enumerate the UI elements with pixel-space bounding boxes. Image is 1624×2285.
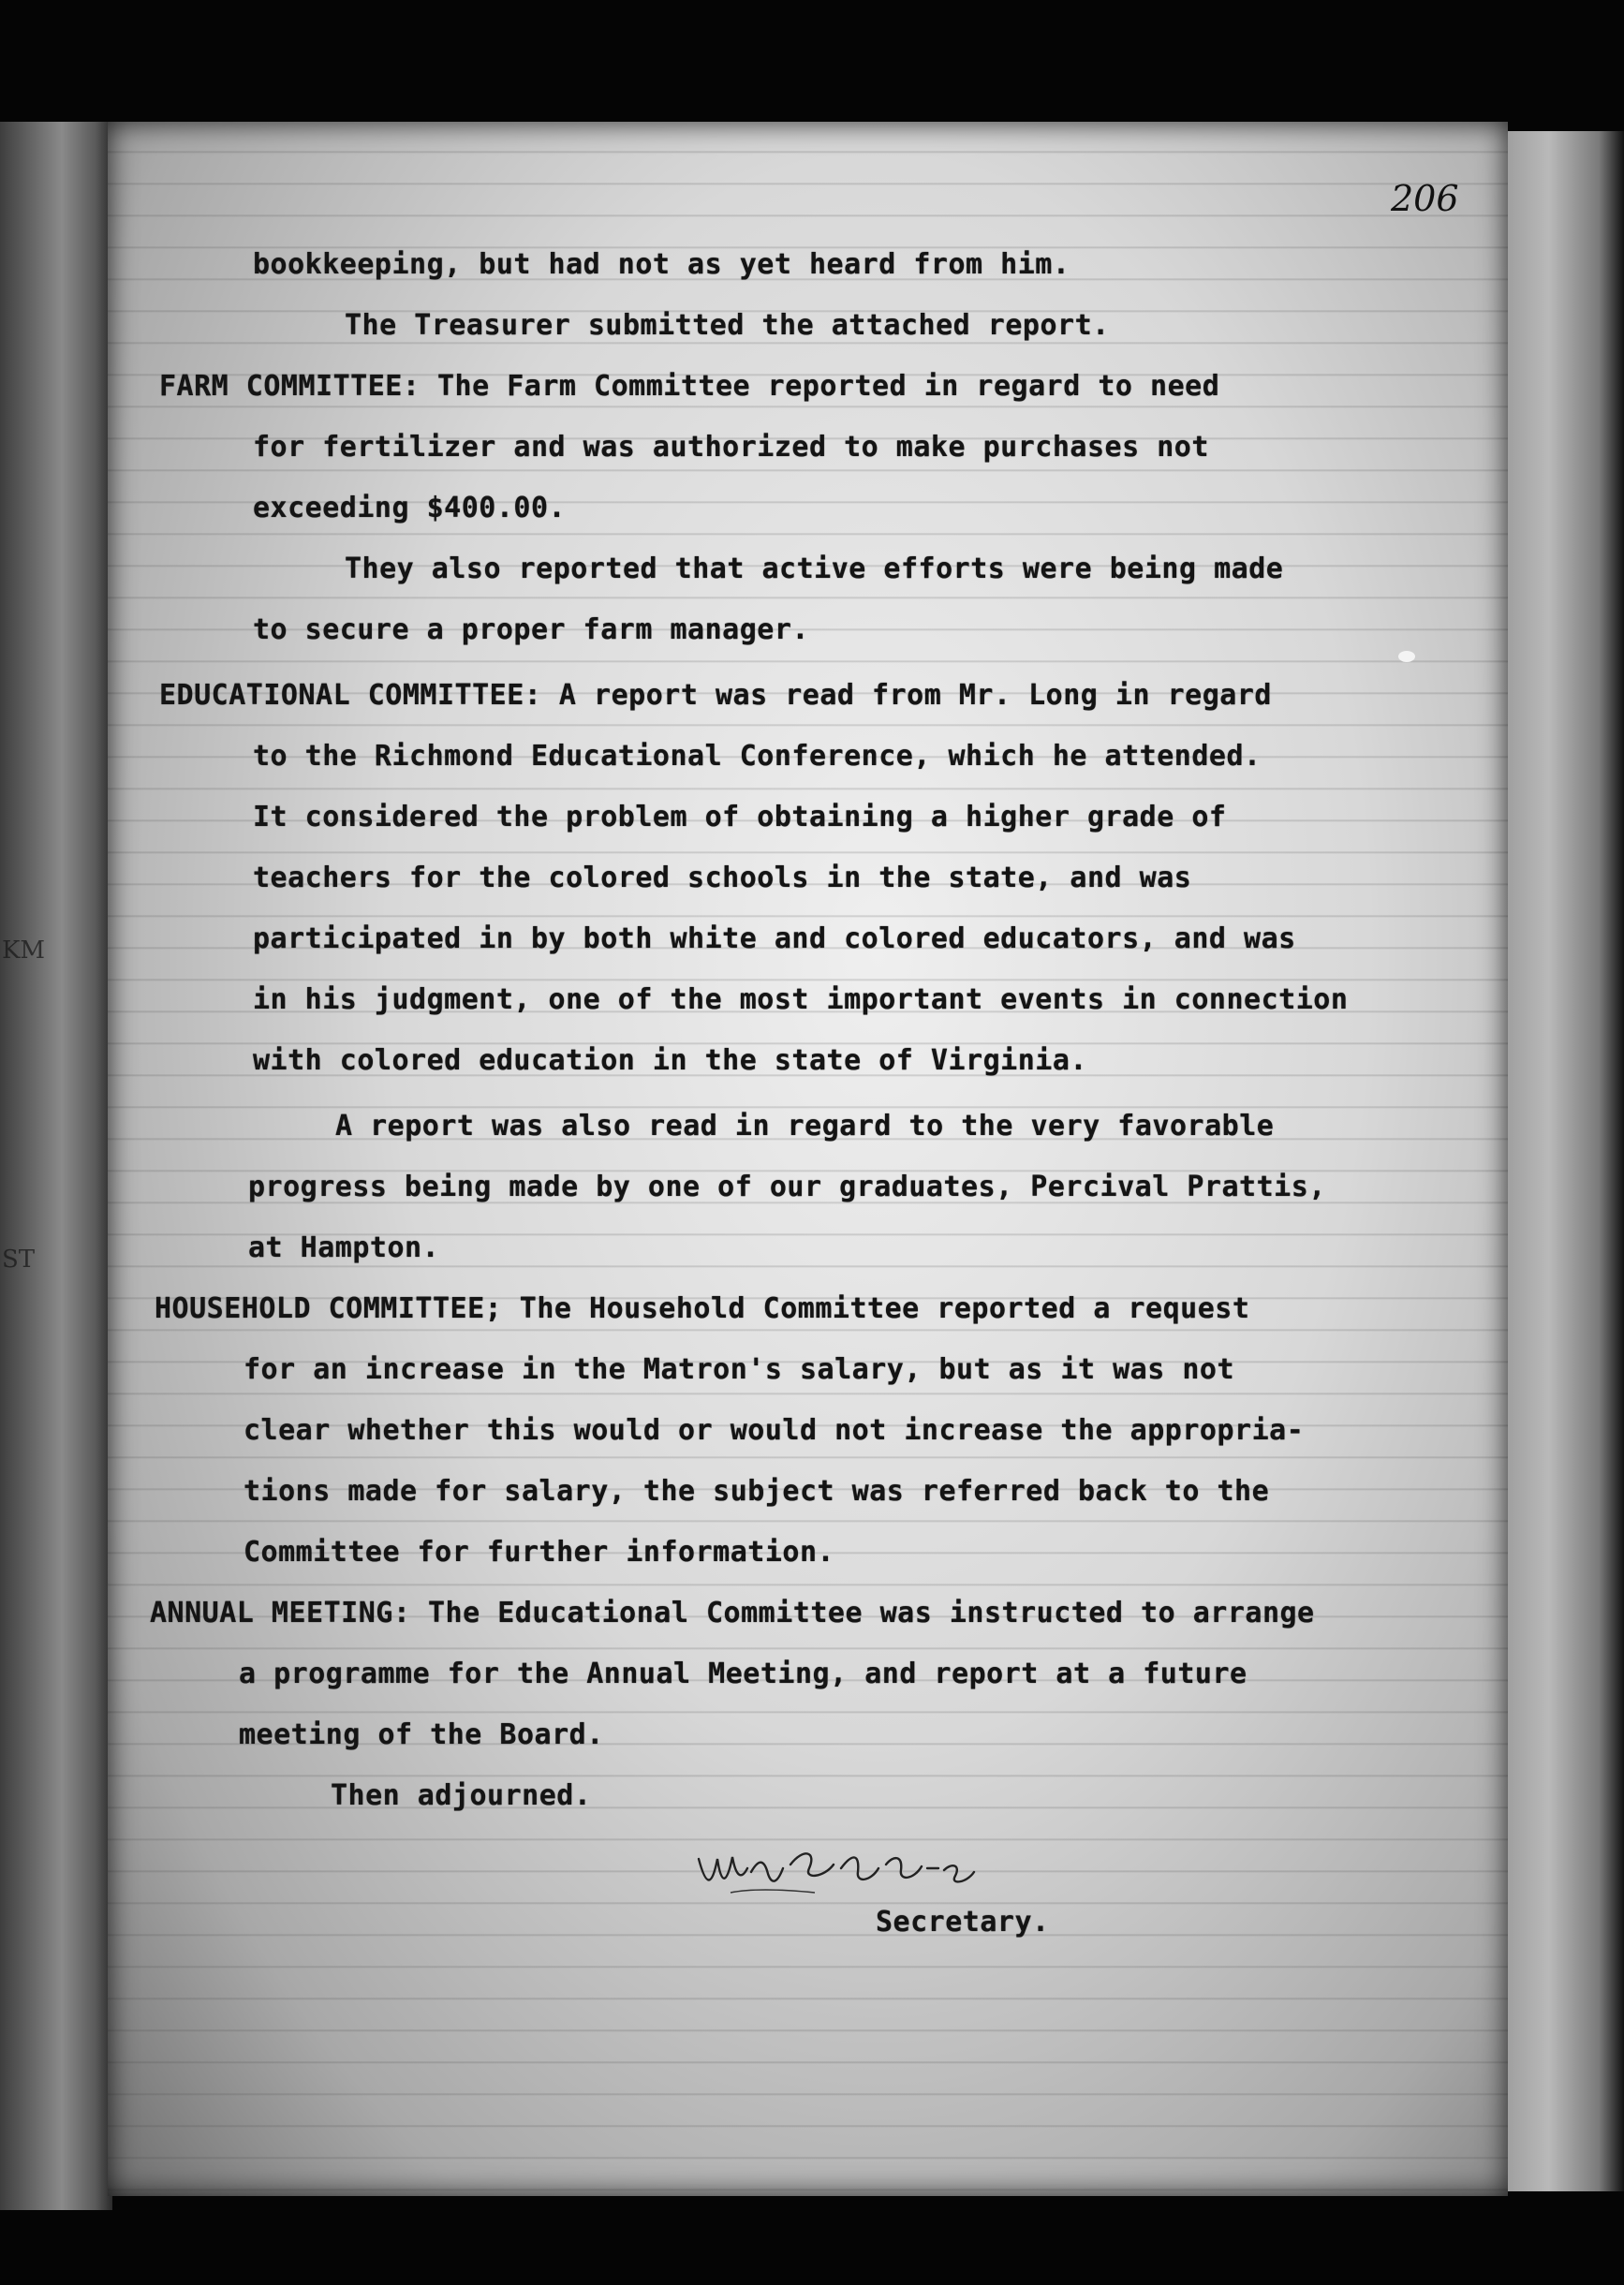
text-line: teachers for the colored schools in the state, and was (253, 862, 1192, 894)
section-heading-farm: FARM COMMITTEE: The Farm Committee reported in regard to need (159, 370, 1220, 403)
text-line: progress being made by one of our graduates, Percival Prattis, (248, 1171, 1326, 1203)
text-line: tions made for salary, the subject was referred back to the (244, 1475, 1270, 1508)
text-line: for fertilizer and was authorized to make purchases not (253, 431, 1209, 464)
paper-blemish (1398, 651, 1415, 662)
text-line: participated in by both white and colored educators, and was (253, 922, 1296, 955)
section-heading-annual: ANNUAL MEETING: The Educational Committee was instructed to arrange (150, 1597, 1315, 1629)
text-line: They also reported that active efforts were being made (345, 553, 1284, 585)
minutes-page (108, 122, 1508, 2196)
text-line: bookkeeping, but had not as yet heard from him. (253, 248, 1070, 281)
section-heading-educational: EDUCATIONAL COMMITTEE: A report was read from Mr. Long in regard (159, 679, 1272, 712)
text-line: clear whether this would or would not increase the appropria- (244, 1414, 1305, 1447)
text-line: with colored education in the state of Virginia. (253, 1044, 1087, 1077)
text-line: at Hampton. (248, 1231, 440, 1264)
text-line: a programme for the Annual Meeting, and report at a future (239, 1658, 1248, 1690)
text-line: It considered the problem of obtaining a higher grade of (253, 801, 1227, 833)
text-line: Committee for further information. (244, 1536, 835, 1569)
text-line: meeting of the Board. (239, 1718, 604, 1751)
text-line: Then adjourned. (331, 1779, 592, 1812)
margin-fragment: ST (2, 1246, 36, 1274)
adjacent-page-left (0, 122, 112, 2210)
section-heading-household: HOUSEHOLD COMMITTEE; The Household Committee reported a request (155, 1292, 1250, 1325)
adjacent-page-right (1499, 131, 1624, 2191)
text-line: to secure a proper farm manager. (253, 613, 809, 646)
text-line: for an increase in the Matron's salary, but as it was not (244, 1353, 1235, 1386)
margin-fragment: KM (2, 936, 46, 965)
text-line: A report was also read in regard to the very favorable (335, 1110, 1275, 1142)
text-line: to the Richmond Educational Conference, which he attended. (253, 740, 1262, 773)
text-line: The Treasurer submitted the attached report. (345, 309, 1110, 342)
handwritten-signature (693, 1831, 993, 1906)
page-number: 206 (1391, 178, 1459, 219)
secretary-title: Secretary. (876, 1906, 1050, 1939)
text-line: in his judgment, one of the most important events in connection (253, 983, 1349, 1016)
text-line: exceeding $400.00. (253, 492, 567, 524)
